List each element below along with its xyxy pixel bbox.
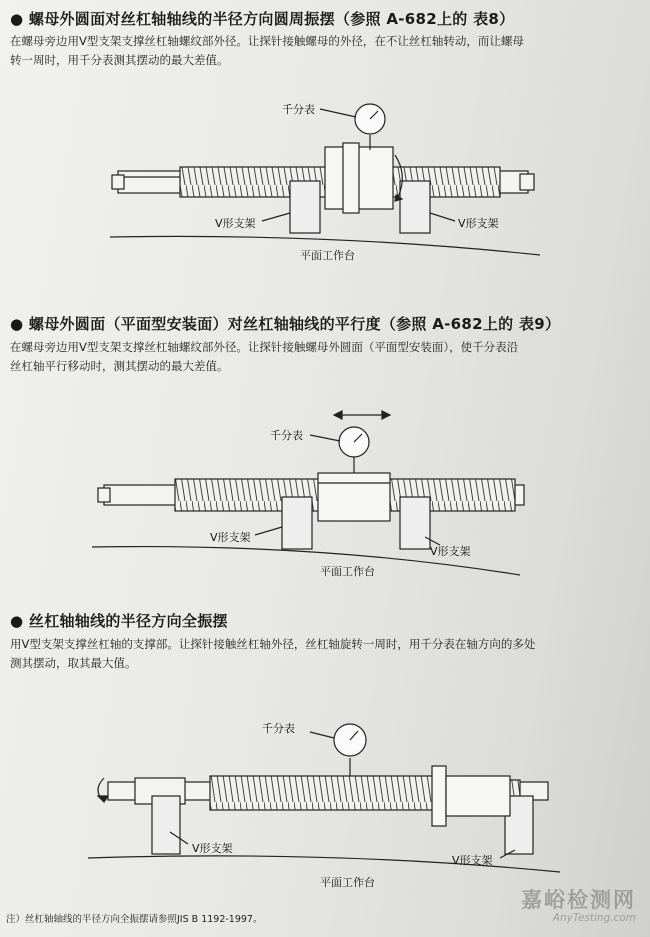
section-3-diagram: [0, 700, 650, 900]
section-2-diagram: [0, 405, 650, 605]
section-2-v-block-left: [282, 497, 312, 549]
section-1-body-line-2: 转一周时，用千分表测其摆动的最大差值。: [10, 53, 229, 67]
section-2-heading: ● 螺母外圆面（平面型安装面）对丝杠轴轴线的平行度（参照 A-682上的 表9）: [10, 315, 561, 333]
section-3-gauge-label: 千分表: [262, 722, 295, 735]
watermark-en: AnyTesting.com: [552, 912, 636, 924]
section-3-body-line-1: 用V型支架支撑丝杠轴的支撑部。让探针接触丝杠轴外径，丝杠轴旋转一周时，用千分表在轴方向的多处: [10, 637, 536, 651]
section-1-v-block-right: [400, 181, 430, 233]
section-2-nut: [318, 473, 390, 521]
section-2-v-right-label: V形支架: [430, 545, 471, 558]
section-2-gauge-label: 千分表: [270, 429, 303, 442]
section-2-v-left-label: V形支架: [210, 531, 251, 544]
section-1-v-right-label: V形支架: [458, 217, 499, 230]
section-3-body-line-2: 测其摆动，取其最大值。: [10, 656, 137, 670]
watermark-cn: 嘉峪检测网: [521, 888, 636, 912]
section-1-body-line-1: 在螺母旁边用V型支架支撑丝杠轴螺纹部外径。让探针接触螺母的外径，在不让丝杠轴转动，而让螺母: [10, 34, 524, 48]
footnote: 注）丝杠轴轴线的半径方向全振摆请参照JIS B 1192-1997。: [6, 914, 263, 925]
section-2-body-line-2: 丝杠轴平行移动时，测其摆动的最大差值。: [10, 359, 229, 373]
section-1-v-left-label: V形支架: [215, 217, 256, 230]
section-3-table-label: 平面工作台: [320, 876, 375, 889]
section-3-thread: [210, 776, 440, 810]
section-3-heading: ● 丝杠轴轴线的半径方向全振摆: [10, 612, 228, 630]
section-1-table-label: 平面工作台: [300, 249, 355, 262]
section-1-gauge-label: 千分表: [282, 103, 315, 116]
section-3-flange: [432, 766, 446, 826]
section-2-table-label: 平面工作台: [320, 565, 375, 578]
section-2-v-block-right: [400, 497, 430, 549]
section-3-v-block-left: [152, 796, 180, 854]
section-3-v-right-label: V形支架: [452, 854, 493, 867]
section-1-heading: ● 螺母外圆面对丝杠轴轴线的半径方向圆周振摆（参照 A-682上的 表8）: [10, 10, 515, 28]
watermark: [521, 884, 636, 924]
section-3-v-left-label: V形支架: [192, 842, 233, 855]
section-1-diagram: [0, 95, 650, 295]
section-1-v-block-left: [290, 181, 320, 233]
section-2-body-line-1: 在螺母旁边用V型支架支撑丝杠轴螺纹部外径。让探针接触螺母外圆面（平面型安装面），使千分表沿: [10, 340, 519, 354]
